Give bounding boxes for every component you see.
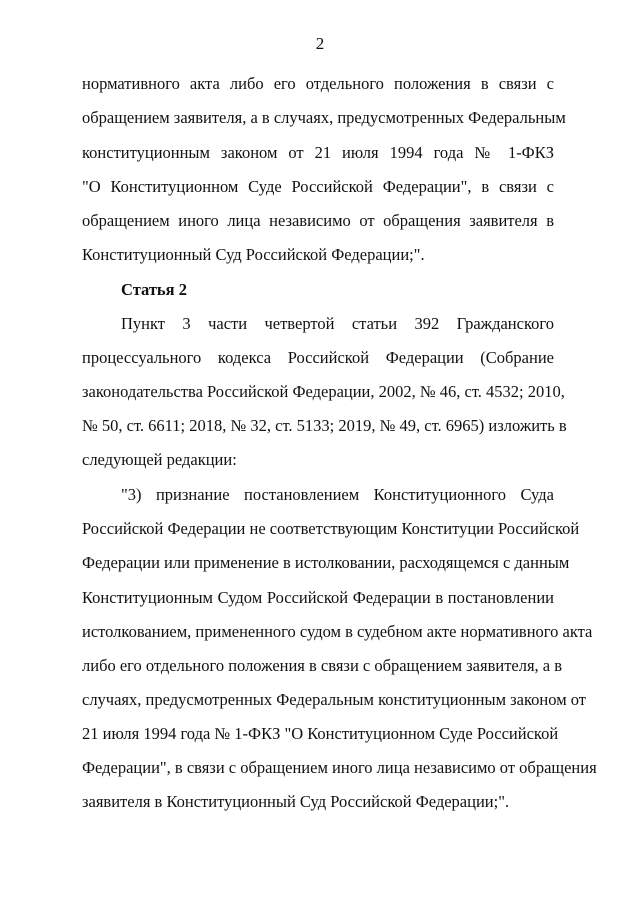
text-line: либо его отдельного положения в связи с обращением заявителя, а в [82, 656, 563, 675]
text-line: обращением заявителя, а в случаях, предусмотренных Федеральным [82, 108, 566, 127]
text-line: следующей редакции: [82, 450, 237, 469]
text-line: Конституционный Суд Российской Федерации;". [82, 245, 425, 264]
text-line: Конституционным Судом Российской Федерации в постановлении [82, 588, 554, 607]
text-line: законодательства Российской Федерации, 2002, № 46, ст. 4532; 2010, [82, 382, 565, 401]
page-number: 2 [315, 34, 325, 53]
text-line: "3) признание постановлением Конституционного Суда [121, 485, 554, 504]
text-line: обращением иного лица независимо от обращения заявителя в [82, 211, 554, 230]
text-line: Пункт 3 части четвертой статьи 392 Гражданского [121, 314, 554, 333]
text-line: случаях, предусмотренных Федеральным конституционным законом от [82, 690, 587, 709]
text-line: Федерации", в связи с обращением иного лица независимо от обращения [82, 758, 597, 777]
text-line: 21 июля 1994 года № 1-ФКЗ "О Конституционном Суде Российской [82, 724, 559, 743]
text-line: процессуального кодекса Российской Федерации (Собрание [82, 348, 554, 367]
text-line: "О Конституционном Суде Российской Федерации", в связи с [82, 177, 554, 196]
article-heading: Статья 2 [121, 280, 187, 299]
text-line: нормативного акта либо его отдельного положения в связи с [82, 74, 554, 93]
text-line: Федерации или применение в истолковании, расходящемся с данным [82, 553, 570, 572]
text-line: истолкованием, примененного судом в судебном акте нормативного акта [82, 622, 593, 641]
text-line: № 50, ст. 6611; 2018, № 32, ст. 5133; 2019, № 49, ст. 6965) изложить в [82, 416, 567, 435]
text-line: Российской Федерации не соответствующим Конституции Российской [82, 519, 580, 538]
text-line: конституционным законом от 21 июля 1994 года № 1-ФКЗ [82, 143, 554, 162]
text-line: заявителя в Конституционный Суд Российской Федерации;". [82, 792, 510, 811]
